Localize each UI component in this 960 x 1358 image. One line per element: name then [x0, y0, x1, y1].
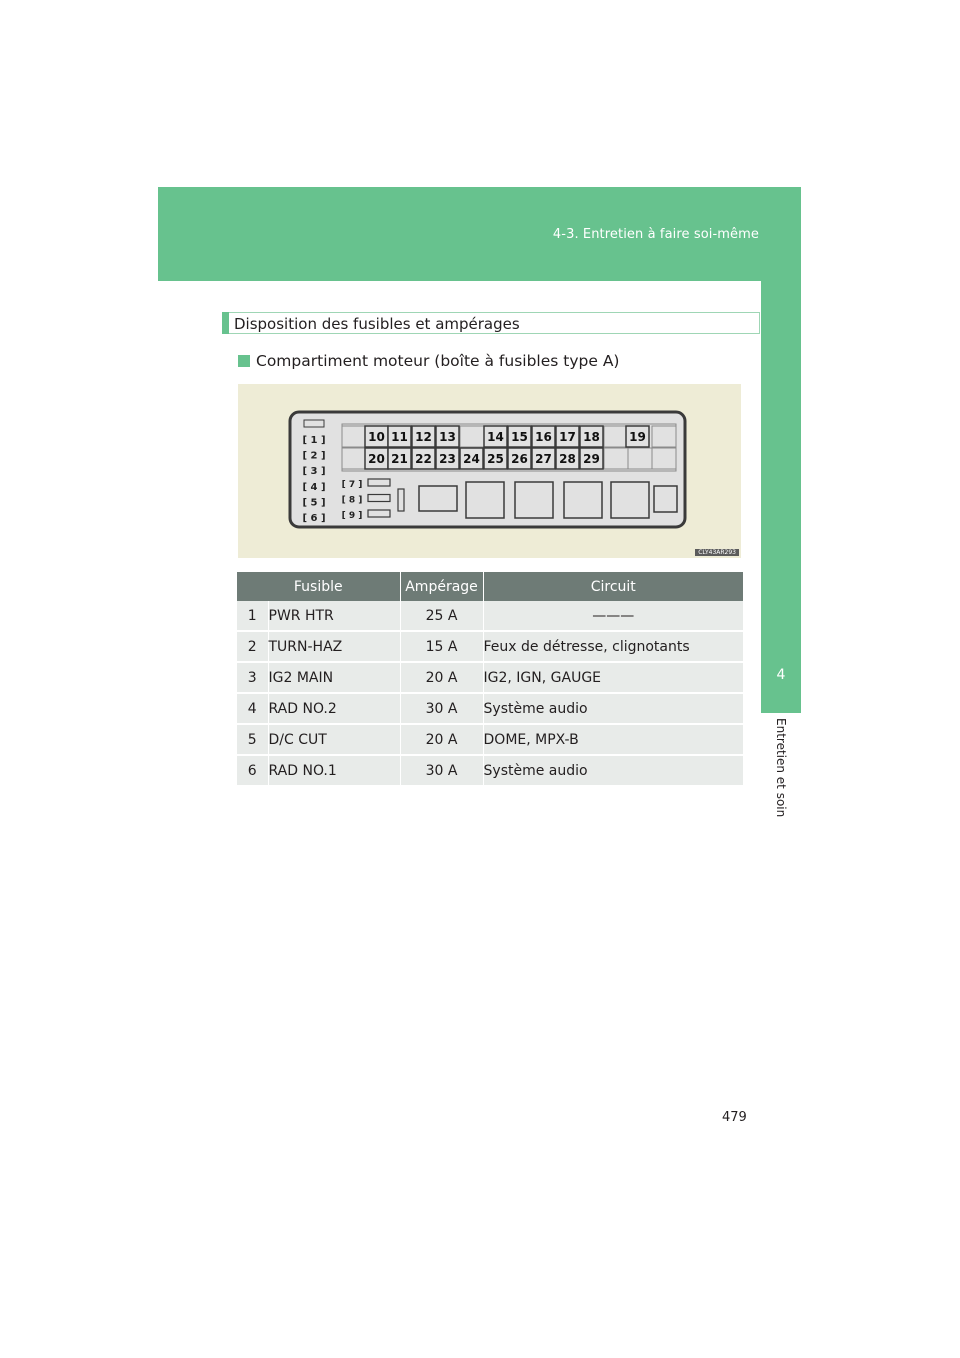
- section-title: [222, 312, 760, 334]
- fuse-amperage: 30 A: [400, 693, 483, 724]
- fuse-number: 5: [237, 724, 268, 755]
- table-row: [237, 662, 743, 693]
- fuse-number-15: 15: [511, 430, 528, 444]
- fuse-name: D/C CUT: [268, 724, 400, 755]
- fuse-number-27: 27: [535, 452, 552, 466]
- fuse-circuit: Système audio: [483, 755, 743, 786]
- table-row: [237, 755, 743, 786]
- fuse-box-diagram: [238, 384, 741, 558]
- fuse-label-6: [ 6 ]: [302, 513, 326, 524]
- diagram-code: CLY43AR293: [695, 549, 739, 556]
- fuse-amperage: 15 A: [400, 631, 483, 662]
- fuse-label-4: [ 4 ]: [302, 481, 326, 493]
- header-fusible: Fusible: [237, 572, 400, 601]
- fuse-number-21: 21: [391, 452, 408, 466]
- fuse-number-22: 22: [415, 452, 432, 466]
- square-bullet-icon: [238, 355, 250, 367]
- fuse-circuit: IG2, IGN, GAUGE: [483, 662, 743, 693]
- fuse-circuit: Système audio: [483, 693, 743, 724]
- fuse-number-25: 25: [487, 452, 504, 466]
- fuse-label-1: [ 1 ]: [302, 435, 326, 446]
- chapter-tab: [761, 281, 801, 713]
- section-title-text: Disposition des fusibles et ampérages: [234, 315, 520, 333]
- table-row: [237, 724, 743, 755]
- fuse-circuit: Feux de détresse, clignotants: [483, 631, 743, 662]
- fuse-number-24: 24: [463, 452, 480, 466]
- fuse-name: RAD NO.1: [268, 755, 400, 786]
- fuse-number-29: 29: [583, 452, 600, 466]
- subheading: [238, 352, 619, 370]
- fuse-number: 4: [237, 693, 268, 724]
- fuse-number-12: 12: [415, 430, 432, 444]
- table-row: [237, 693, 743, 724]
- fuse-number-10: 10: [368, 430, 385, 444]
- fuse-number: 2: [237, 631, 268, 662]
- table-header-row: [237, 572, 743, 601]
- fuse-number: 1: [237, 601, 268, 631]
- page-number: 479: [722, 1110, 747, 1125]
- fuse-circuit: ———: [483, 601, 743, 631]
- section-title-bar: [222, 312, 229, 334]
- fuse-number-20: 20: [368, 452, 385, 466]
- fuse-name: TURN-HAZ: [268, 631, 400, 662]
- fuse-number-11: 11: [391, 430, 408, 444]
- fuse-number-19: 19: [629, 430, 646, 444]
- table-row: [237, 601, 743, 631]
- fuse-number-16: 16: [535, 430, 552, 444]
- chapter-label-wrap: [761, 718, 801, 828]
- fuse-number-28: 28: [559, 452, 576, 466]
- fuse-number-14: 14: [487, 430, 504, 444]
- subheading-text: Compartiment moteur (boîte à fusibles type A): [256, 352, 620, 370]
- fuse-name: PWR HTR: [268, 601, 400, 631]
- fuse-name: IG2 MAIN: [268, 662, 400, 693]
- table-row: [237, 631, 743, 662]
- fuse-label-8: [ 8 ]: [341, 495, 363, 506]
- fuse-number: 3: [237, 662, 268, 693]
- fuse-name: RAD NO.2: [268, 693, 400, 724]
- header-circuit: Circuit: [483, 572, 743, 601]
- header-section-title: 4-3. Entretien à faire soi-même: [552, 227, 759, 242]
- fuse-box-drawing: [238, 384, 741, 558]
- fuse-amperage: 30 A: [400, 755, 483, 786]
- fuse-amperage: 20 A: [400, 662, 483, 693]
- fuse-number-26: 26: [511, 452, 528, 466]
- fuse-label-3: [ 3 ]: [302, 466, 326, 478]
- fuse-amperage: 20 A: [400, 724, 483, 755]
- fuse-label-9: [ 9 ]: [341, 511, 363, 521]
- chapter-number: 4: [776, 667, 786, 683]
- fuse-number-23: 23: [439, 452, 456, 466]
- fuse-number: 6: [237, 755, 268, 786]
- fuse-number-13: 13: [439, 430, 456, 444]
- fuse-circuit: DOME, MPX-B: [483, 724, 743, 755]
- header-band: [158, 187, 801, 281]
- fuse-table: [237, 572, 743, 787]
- fuse-label-7: [ 7 ]: [341, 480, 363, 490]
- fuse-amperage: 25 A: [400, 601, 483, 631]
- header-amperage: Ampérage: [400, 572, 483, 601]
- fuse-number-17: 17: [559, 430, 576, 444]
- fuse-label-2: [ 2 ]: [302, 450, 326, 462]
- fuse-label-5: [ 5 ]: [302, 497, 326, 509]
- chapter-label: Entretien et soin: [774, 718, 788, 818]
- fuse-number-18: 18: [583, 430, 600, 444]
